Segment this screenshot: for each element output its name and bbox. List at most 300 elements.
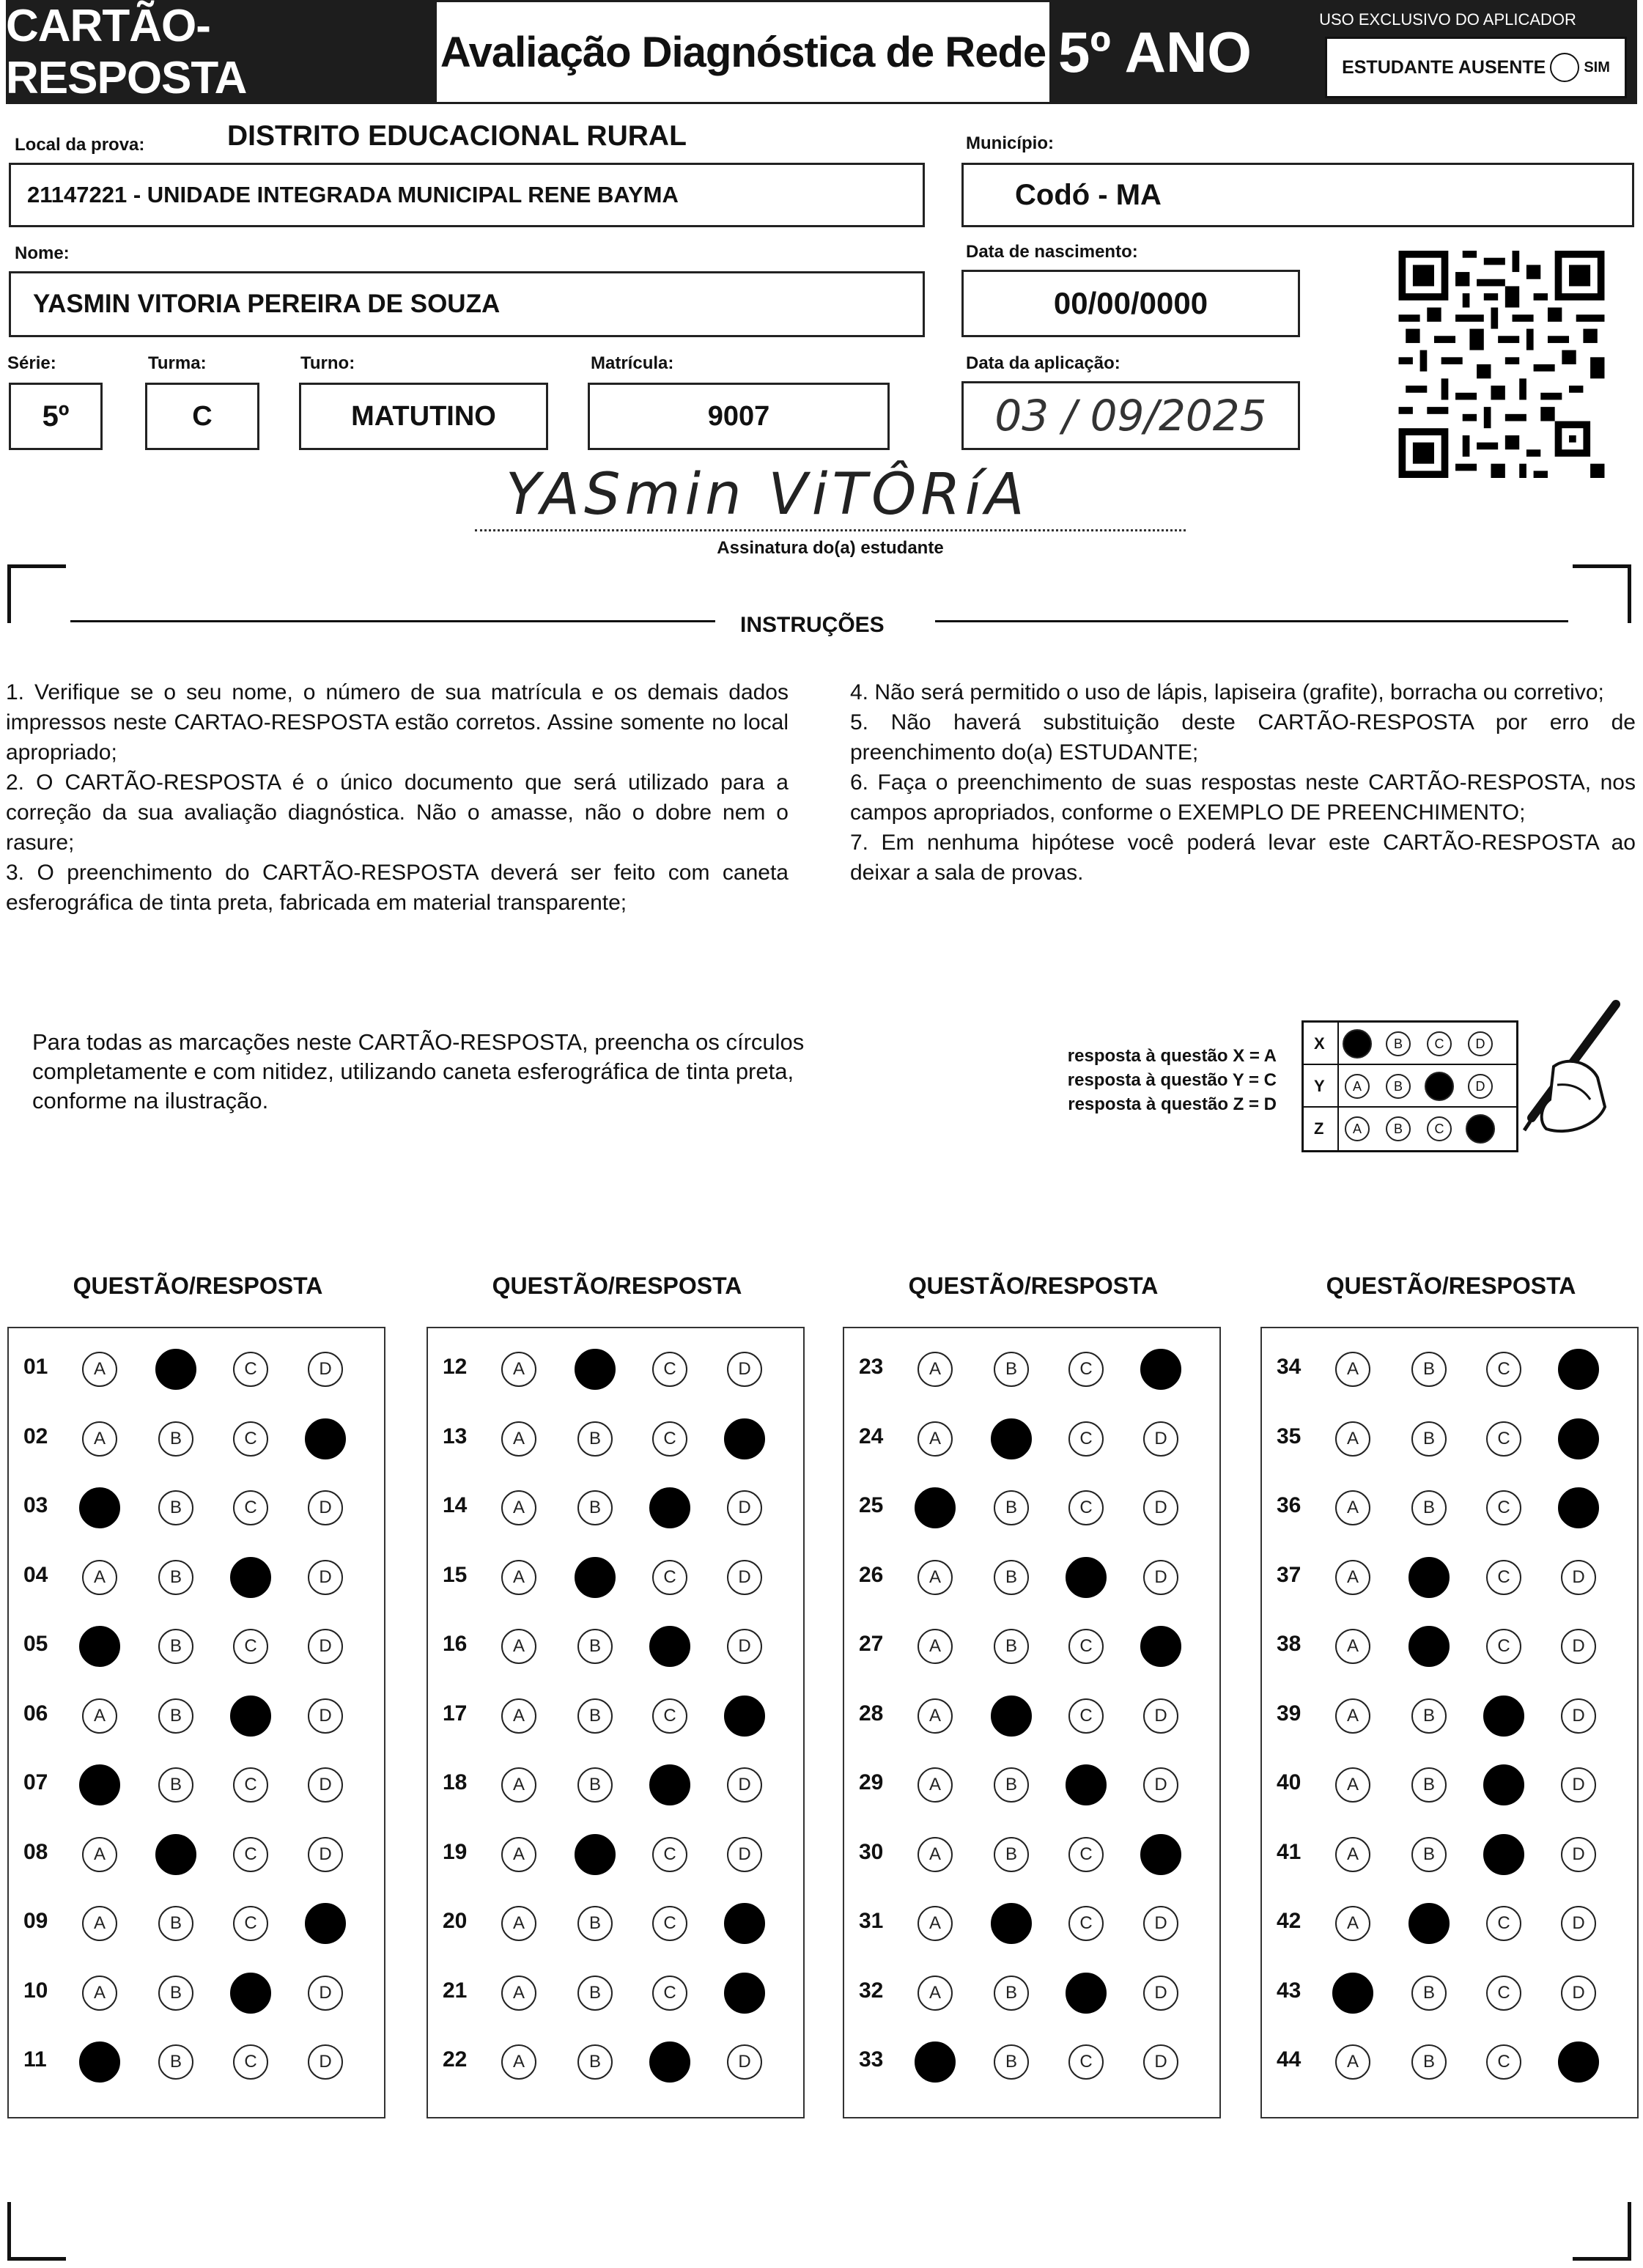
question-row [428, 1613, 803, 1682]
answer-bubble-b[interactable]: B [158, 1698, 193, 1734]
answer-bubble-c[interactable]: C [233, 1421, 268, 1457]
matricula-value: 9007 [707, 400, 770, 432]
question-number: 30 [859, 1839, 884, 1864]
question-number: 23 [859, 1355, 884, 1379]
answer-bubble-b[interactable]: B [994, 1560, 1029, 1595]
answer-bubble-b[interactable] [991, 1696, 1032, 1737]
answer-bubble-b[interactable]: B [158, 1421, 193, 1457]
answer-bubble-a[interactable]: A [501, 1629, 536, 1664]
answer-bubble-d[interactable]: D [727, 1767, 762, 1803]
answer-bubble-d[interactable]: D [1143, 1767, 1178, 1803]
answer-bubble-b[interactable]: B [1411, 1767, 1447, 1803]
answer-bubble-c[interactable]: C [1068, 1421, 1104, 1457]
answer-bubble-a[interactable]: A [501, 1421, 536, 1457]
answer-bubble-c[interactable] [1066, 1973, 1107, 2014]
answer-bubble-b[interactable]: B [1411, 1837, 1447, 1872]
answer-bubble-b[interactable] [991, 1903, 1032, 1944]
answer-bubble-d[interactable]: D [1561, 1837, 1596, 1872]
question-row [428, 1821, 803, 1890]
answer-bubble-d[interactable] [1140, 1834, 1181, 1875]
question-number: 12 [443, 1355, 468, 1379]
answer-column-title: QUESTÃO/RESPOSTA [492, 1273, 742, 1299]
answer-bubble-b[interactable]: B [1411, 2044, 1447, 2080]
answer-bubble-a[interactable]: A [918, 1837, 953, 1872]
instructions-title: INSTRUÇÕES [740, 613, 885, 637]
answer-bubble-c[interactable] [1066, 1557, 1107, 1598]
answer-bubble-c[interactable]: C [1068, 1837, 1104, 1872]
answer-bubble-a[interactable]: A [918, 1976, 953, 2011]
answer-bubble-b[interactable] [575, 1557, 616, 1598]
answer-bubble-a[interactable]: A [1335, 1837, 1370, 1872]
nascimento-label: Data de nascimento: [966, 242, 1138, 262]
question-number: 16 [443, 1632, 468, 1656]
answer-bubble-a[interactable]: A [82, 1837, 117, 1872]
answer-bubble-b[interactable]: B [577, 1490, 613, 1525]
answer-bubble-a[interactable]: A [918, 1560, 953, 1595]
question-row [9, 1751, 384, 1820]
answer-bubble-b[interactable]: B [994, 1837, 1029, 1872]
question-row [428, 1682, 803, 1751]
fill-note: Para todas as marcações neste CARTÃO-RESPOSTA, preencha os círculos completamente e com nitidez, utilizando caneta esferográfica de tinta preta, conforme na ilustração. [32, 1029, 805, 1113]
example-bubble-c: C [1427, 1031, 1452, 1056]
example-line-y: resposta à questão Y = C [1067, 1070, 1277, 1090]
evaluation-title-box [435, 0, 1052, 104]
answer-bubble-b[interactable] [1408, 1557, 1450, 1598]
answer-bubble-c[interactable]: C [233, 1352, 268, 1387]
answer-bubble-b[interactable]: B [158, 1560, 193, 1595]
answer-bubble-d[interactable]: D [1143, 1421, 1178, 1457]
answer-bubble-b[interactable] [575, 1834, 616, 1875]
answer-bubble-b[interactable]: B [577, 1767, 613, 1803]
answer-bubble-b[interactable]: B [158, 1906, 193, 1941]
answer-bubble-b[interactable] [155, 1349, 196, 1390]
question-row [9, 1336, 384, 1404]
question-number: 41 [1277, 1839, 1302, 1864]
answer-bubble-c[interactable]: C [233, 1767, 268, 1803]
answer-bubble-b[interactable]: B [577, 1629, 613, 1664]
aplicacao-value: 03 / 09/2025 [994, 391, 1267, 441]
local-label: Local da prova: [15, 135, 145, 155]
answer-bubble-b[interactable]: B [1411, 1490, 1447, 1525]
answer-bubble-b[interactable]: B [577, 1906, 613, 1941]
question-row [844, 1613, 1219, 1682]
question-row [1262, 1682, 1637, 1751]
answer-bubble-b[interactable]: B [994, 1629, 1029, 1664]
answer-bubble-b[interactable] [1408, 1903, 1450, 1944]
instruction-3: 3. O preenchimento do CARTÃO-RESPOSTA deverá ser feito com caneta esferográfica de tinta preta, fabricada em material transparente; [6, 861, 789, 915]
question-row [9, 1613, 384, 1682]
answer-bubble-a[interactable]: A [1335, 1490, 1370, 1525]
question-number: 26 [859, 1562, 884, 1587]
answer-bubble-d[interactable] [724, 1903, 765, 1944]
answer-bubble-a[interactable]: A [501, 1767, 536, 1803]
answer-bubble-d[interactable]: D [727, 2044, 762, 2080]
answer-bubble-a[interactable] [79, 1626, 120, 1667]
answer-bubble-d[interactable]: D [727, 1837, 762, 1872]
example-bubble-b: B [1386, 1116, 1411, 1141]
question-number: 06 [23, 1701, 48, 1726]
answer-bubble-d[interactable]: D [308, 1767, 343, 1803]
answer-bubble-c[interactable]: C [1068, 1698, 1104, 1734]
answer-bubble-a[interactable]: A [501, 1906, 536, 1941]
answer-bubble-d[interactable] [724, 1973, 765, 2014]
answer-bubble-b[interactable]: B [994, 1352, 1029, 1387]
serie-value: 5º [42, 400, 70, 432]
absent-bubble[interactable] [1550, 53, 1579, 82]
question-row [9, 1544, 384, 1613]
example-grid [1302, 1020, 1518, 1152]
answer-bubble-d[interactable]: D [1143, 2044, 1178, 2080]
turma-field [145, 383, 259, 450]
question-number: 25 [859, 1493, 884, 1517]
answer-bubble-c[interactable]: C [233, 1837, 268, 1872]
answer-bubble-a[interactable] [79, 1487, 120, 1528]
answer-bubble-d[interactable]: D [1561, 1767, 1596, 1803]
answer-bubble-d[interactable] [305, 1903, 346, 1944]
answer-bubble-d[interactable]: D [1561, 1976, 1596, 2011]
question-row [844, 1959, 1219, 2028]
nome-value: YASMIN VITORIA PEREIRA DE SOUZA [33, 290, 501, 318]
answer-bubble-b[interactable]: B [1411, 1352, 1447, 1387]
question-number: 22 [443, 2047, 468, 2072]
question-number: 29 [859, 1770, 884, 1794]
answer-bubble-b[interactable]: B [158, 2044, 193, 2080]
nascimento-value: 00/00/0000 [1053, 286, 1208, 320]
turma-label: Turma: [148, 353, 207, 373]
instructions-right [850, 677, 1636, 888]
answer-bubble-c[interactable]: C [233, 1906, 268, 1941]
answer-bubble-a[interactable]: A [501, 1976, 536, 2011]
answer-bubble-d[interactable]: D [727, 1560, 762, 1595]
answer-bubble-a[interactable] [79, 1764, 120, 1805]
question-number: 39 [1277, 1701, 1302, 1726]
answer-bubble-c[interactable]: C [1068, 2044, 1104, 2080]
answer-bubble-a[interactable]: A [1335, 1698, 1370, 1734]
answer-bubble-c[interactable]: C [652, 1976, 687, 2011]
answer-column [7, 1327, 385, 2118]
answer-bubble-b[interactable]: B [577, 1698, 613, 1734]
answer-bubble-d[interactable]: D [727, 1629, 762, 1664]
answer-bubble-c[interactable] [230, 1557, 271, 1598]
answer-bubble-d[interactable]: D [1143, 1490, 1178, 1525]
answer-bubble-c[interactable]: C [652, 1906, 687, 1941]
answer-bubble-b[interactable]: B [158, 1490, 193, 1525]
question-number: 28 [859, 1701, 884, 1726]
question-row [1262, 1613, 1637, 1682]
answer-bubble-d[interactable]: D [727, 1352, 762, 1387]
answer-bubble-a[interactable]: A [501, 2044, 536, 2080]
answer-bubble-a[interactable]: A [918, 1421, 953, 1457]
answer-bubble-c[interactable]: C [1486, 1352, 1521, 1387]
question-row [844, 1751, 1219, 1820]
question-row [9, 1959, 384, 2028]
answer-bubble-c[interactable] [1066, 1764, 1107, 1805]
question-row [1262, 1959, 1637, 2028]
answer-bubble-c[interactable]: C [1486, 1976, 1521, 2011]
answer-bubble-c[interactable]: C [1068, 1629, 1104, 1664]
answer-bubble-c[interactable] [1483, 1696, 1524, 1737]
answer-bubble-a[interactable]: A [82, 1560, 117, 1595]
answer-bubble-a[interactable]: A [918, 1767, 953, 1803]
absent-box [1325, 37, 1627, 98]
example-row [1304, 1065, 1516, 1108]
answer-bubble-a[interactable]: A [82, 1421, 117, 1457]
answer-bubble-a[interactable]: A [1335, 1352, 1370, 1387]
aplicacao-field [961, 381, 1300, 450]
serie-label: Série: [7, 353, 56, 373]
example-bubble-d: D [1468, 1074, 1493, 1099]
turno-field [299, 383, 548, 450]
question-row [9, 1474, 384, 1543]
answer-bubble-d[interactable] [724, 1418, 765, 1459]
answer-bubble-c[interactable]: C [1486, 1906, 1521, 1941]
answer-bubble-a[interactable] [915, 1487, 956, 1528]
instruction-4: 4. Não será permitido o uso de lápis, lapiseira (grafite), borracha ou corretivo; [850, 680, 1604, 704]
answer-bubble-c[interactable]: C [1486, 1629, 1521, 1664]
example-row [1304, 1023, 1516, 1065]
answer-bubble-d[interactable]: D [308, 1352, 343, 1387]
absent-option: SIM [1584, 59, 1610, 76]
answer-bubble-b[interactable]: B [1411, 1698, 1447, 1734]
answer-bubble-c[interactable] [230, 1973, 271, 2014]
answer-bubble-a[interactable]: A [918, 1352, 953, 1387]
question-row [428, 1405, 803, 1474]
question-number: 04 [23, 1562, 48, 1587]
question-number: 43 [1277, 1978, 1302, 2003]
question-number: 19 [443, 1839, 468, 1864]
question-row [9, 1821, 384, 1890]
question-row [9, 1405, 384, 1474]
municipio-field [961, 163, 1634, 227]
answer-bubble-b[interactable]: B [994, 2044, 1029, 2080]
question-row [428, 1890, 803, 1959]
answer-bubble-d[interactable] [1558, 1487, 1599, 1528]
school-field [9, 163, 925, 227]
answer-bubble-c[interactable]: C [1068, 1490, 1104, 1525]
answer-bubble-a[interactable]: A [501, 1698, 536, 1734]
answer-bubble-d[interactable]: D [1143, 1906, 1178, 1941]
answer-bubble-c[interactable] [1483, 1764, 1524, 1805]
answer-bubble-a[interactable]: A [82, 1352, 117, 1387]
answer-bubble-c[interactable] [649, 1764, 690, 1805]
question-number: 07 [23, 1770, 48, 1794]
aplicacao-label: Data da aplicação: [966, 353, 1120, 373]
question-row [1262, 1405, 1637, 1474]
corner-bottom-right [1573, 2202, 1631, 2261]
answer-bubble-d[interactable] [1140, 1349, 1181, 1390]
example-bubble-d: D [1468, 1031, 1493, 1056]
answer-bubble-d[interactable]: D [308, 1698, 343, 1734]
answer-bubble-d[interactable]: D [1561, 1698, 1596, 1734]
card-title: CARTÃO-RESPOSTA [6, 0, 435, 104]
answer-bubble-c[interactable]: C [652, 1560, 687, 1595]
answer-bubble-d[interactable]: D [1143, 1976, 1178, 2011]
answer-bubble-d[interactable] [1140, 1626, 1181, 1667]
example-legend [1035, 1044, 1277, 1116]
instructions-left [6, 677, 789, 918]
answer-bubble-a[interactable]: A [82, 1698, 117, 1734]
question-number: 11 [23, 2047, 47, 2072]
example-row-label: Z [1314, 1119, 1324, 1138]
answer-bubble-c[interactable] [230, 1696, 271, 1737]
answer-bubble-d[interactable] [305, 1418, 346, 1459]
question-number: 20 [443, 1909, 468, 1933]
question-number: 14 [443, 1493, 468, 1517]
answer-bubble-d[interactable]: D [308, 2044, 343, 2080]
corner-top-right [1573, 564, 1631, 623]
answer-bubble-d[interactable]: D [1561, 1906, 1596, 1941]
answer-bubble-b[interactable]: B [994, 1490, 1029, 1525]
answer-bubble-b[interactable]: B [577, 1421, 613, 1457]
answer-bubble-a[interactable]: A [918, 1629, 953, 1664]
answer-bubble-c[interactable]: C [233, 1629, 268, 1664]
question-row [844, 1474, 1219, 1543]
answer-bubble-a[interactable]: A [501, 1352, 536, 1387]
nome-label: Nome: [15, 243, 70, 263]
answer-bubble-b[interactable]: B [994, 1976, 1029, 2011]
answer-bubble-a[interactable]: A [918, 1698, 953, 1734]
answer-bubble-a[interactable]: A [1335, 1560, 1370, 1595]
answer-bubble-d[interactable]: D [308, 1976, 343, 2011]
answer-bubble-c[interactable]: C [652, 1837, 687, 1872]
question-number: 01 [23, 1355, 48, 1379]
answer-bubble-b[interactable]: B [577, 2044, 613, 2080]
answer-bubble-a[interactable]: A [501, 1560, 536, 1595]
answer-bubble-d[interactable] [1558, 2041, 1599, 2083]
answer-bubble-c[interactable]: C [652, 1352, 687, 1387]
question-number: 35 [1277, 1424, 1302, 1448]
answer-bubble-d[interactable]: D [1561, 1560, 1596, 1595]
answer-bubble-c[interactable]: C [1486, 1560, 1521, 1595]
question-number: 08 [23, 1839, 48, 1864]
example-row-label: X [1314, 1034, 1325, 1053]
answer-bubble-a[interactable]: A [1335, 2044, 1370, 2080]
question-row [844, 1890, 1219, 1959]
example-bubble-c [1425, 1072, 1454, 1101]
question-number: 42 [1277, 1909, 1302, 1933]
answer-bubble-c[interactable]: C [233, 1490, 268, 1525]
question-row [428, 1544, 803, 1613]
answer-bubble-b[interactable]: B [1411, 1421, 1447, 1457]
answer-bubble-c[interactable]: C [1486, 1490, 1521, 1525]
matricula-field [588, 383, 890, 450]
question-number: 38 [1277, 1632, 1302, 1656]
answer-bubble-c[interactable]: C [1486, 1421, 1521, 1457]
answer-bubble-a[interactable]: A [82, 1906, 117, 1941]
example-bubble-a: A [1345, 1074, 1370, 1099]
question-number: 36 [1277, 1493, 1302, 1517]
applicator-label: USO EXCLUSIVO DO APLICADOR [1319, 10, 1576, 29]
answer-bubble-c[interactable] [649, 2041, 690, 2083]
answer-bubble-c[interactable]: C [652, 1421, 687, 1457]
answer-bubble-a[interactable]: A [82, 1976, 117, 2011]
answer-bubble-d[interactable] [1558, 1418, 1599, 1459]
answer-bubble-b[interactable]: B [577, 1976, 613, 2011]
instructions-rule-left [70, 620, 715, 622]
question-number: 31 [859, 1909, 884, 1933]
example-bubble-c: C [1427, 1116, 1452, 1141]
answer-bubble-b[interactable]: B [158, 1767, 193, 1803]
question-row [844, 2028, 1219, 2097]
answer-bubble-b[interactable]: B [1411, 1976, 1447, 2011]
answer-bubble-a[interactable] [915, 2041, 956, 2083]
example-row-divider [1337, 1065, 1339, 1108]
answer-bubble-b[interactable] [1408, 1626, 1450, 1667]
question-number: 15 [443, 1562, 468, 1587]
answer-bubble-d[interactable]: D [1143, 1698, 1178, 1734]
question-row [844, 1405, 1219, 1474]
answer-bubble-a[interactable]: A [1335, 1906, 1370, 1941]
answer-bubble-a[interactable]: A [1335, 1767, 1370, 1803]
answer-bubble-d[interactable]: D [1561, 1629, 1596, 1664]
answer-bubble-d[interactable]: D [308, 1490, 343, 1525]
answer-bubble-a[interactable] [1332, 1973, 1373, 2014]
answer-column [843, 1327, 1221, 2118]
answer-column [1260, 1327, 1639, 2118]
answer-bubble-c[interactable] [649, 1626, 690, 1667]
question-row [1262, 1544, 1637, 1613]
question-row [428, 1336, 803, 1404]
question-number: 03 [23, 1493, 48, 1517]
answer-bubble-a[interactable]: A [1335, 1421, 1370, 1457]
question-row [1262, 1890, 1637, 1959]
answer-bubble-d[interactable]: D [308, 1629, 343, 1664]
answer-bubble-c[interactable]: C [1068, 1352, 1104, 1387]
question-row [428, 1959, 803, 2028]
answer-bubble-d[interactable]: D [308, 1560, 343, 1595]
question-row [1262, 1751, 1637, 1820]
answer-bubble-c[interactable]: C [652, 1698, 687, 1734]
answer-column [427, 1327, 805, 2118]
example-bubble-b: B [1386, 1031, 1411, 1056]
question-number: 27 [859, 1632, 884, 1656]
serie-field [9, 383, 103, 450]
answer-bubble-c[interactable]: C [1486, 2044, 1521, 2080]
answer-bubble-b[interactable] [155, 1834, 196, 1875]
answer-bubble-d[interactable]: D [727, 1490, 762, 1525]
answer-bubble-a[interactable] [79, 2041, 120, 2083]
question-number: 21 [443, 1978, 468, 2003]
answer-bubble-a[interactable]: A [1335, 1629, 1370, 1664]
question-number: 44 [1277, 2047, 1302, 2072]
answer-bubble-a[interactable]: A [501, 1490, 536, 1525]
question-row [1262, 1821, 1637, 1890]
school-value: 21147221 - UNIDADE INTEGRADA MUNICIPAL RENE BAYMA [27, 182, 679, 207]
answer-bubble-d[interactable]: D [1143, 1560, 1178, 1595]
question-number: 17 [443, 1701, 468, 1726]
question-number: 24 [859, 1424, 884, 1448]
answer-bubble-d[interactable] [724, 1696, 765, 1737]
answer-bubble-a[interactable]: A [918, 1906, 953, 1941]
answer-bubble-d[interactable] [1558, 1349, 1599, 1390]
answer-bubble-b[interactable]: B [158, 1976, 193, 2011]
answer-bubble-c[interactable]: C [1068, 1906, 1104, 1941]
example-row [1304, 1108, 1516, 1150]
answer-bubble-a[interactable]: A [501, 1837, 536, 1872]
answer-bubble-c[interactable] [1483, 1834, 1524, 1875]
instruction-6: 6. Faça o preenchimento de suas respostas neste CARTÃO-RESPOSTA, nos campos apropriados, conforme o EXEMPLO DE PREENCHIMENTO; [850, 770, 1636, 825]
question-row [428, 2028, 803, 2097]
answer-bubble-b[interactable] [991, 1418, 1032, 1459]
answer-bubble-b[interactable] [575, 1349, 616, 1390]
question-number: 09 [23, 1909, 48, 1933]
question-row [1262, 1336, 1637, 1404]
answer-bubble-b[interactable]: B [158, 1629, 193, 1664]
answer-bubble-d[interactable]: D [308, 1837, 343, 1872]
answer-bubble-c[interactable] [649, 1487, 690, 1528]
answer-bubble-c[interactable]: C [233, 2044, 268, 2080]
answer-bubble-b[interactable]: B [994, 1767, 1029, 1803]
